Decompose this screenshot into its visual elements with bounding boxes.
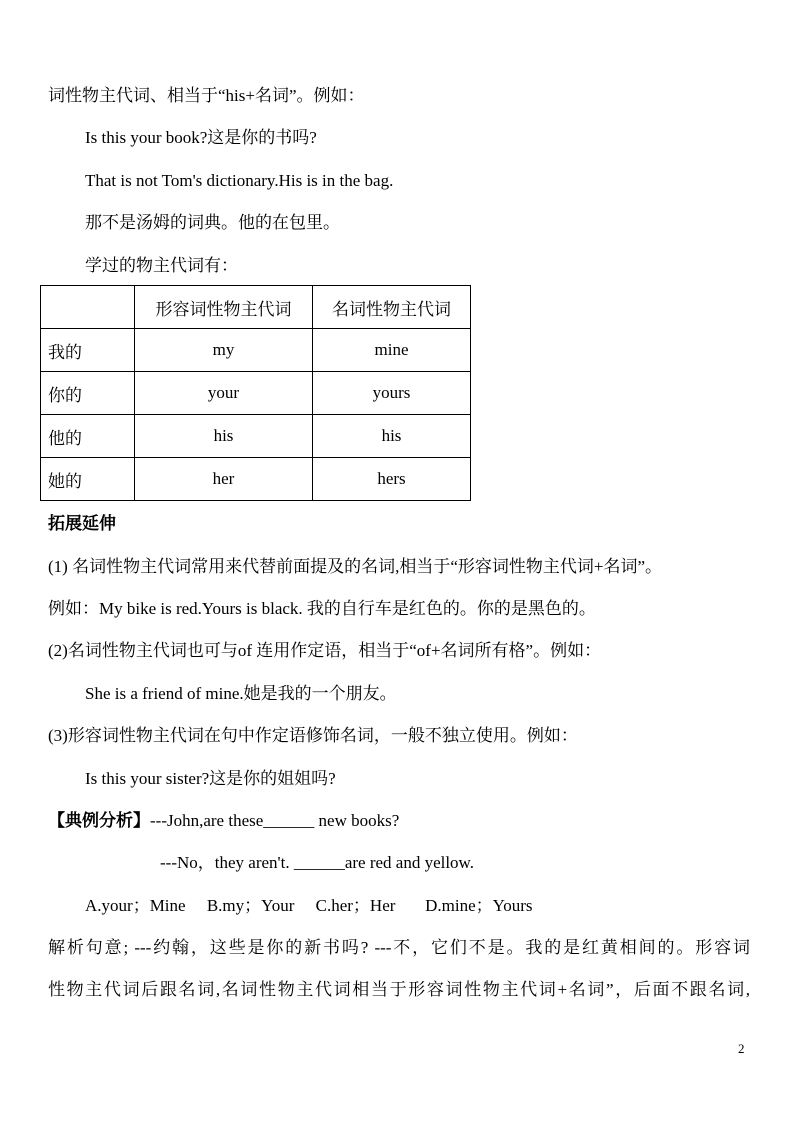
point-2-example: She is a friend of mine.她是我的一个朋友。 (85, 684, 397, 703)
table-cell: his (135, 415, 313, 458)
table-row (41, 458, 471, 501)
example-sentence-zh: 那不是汤姆的词典。他的在包里。 (85, 213, 340, 232)
analysis-line-1: 解析句意; ---约翰，这些是你的新书吗? ---不，它们不是。我的是红黄相间的。形容词 (48, 938, 750, 957)
table-intro: 学过的物主代词有： (85, 256, 238, 275)
analysis-line-2: 性物主代词后跟名词,名词性物主代词相当于形容词性物主代词+名词”，后面不跟名词, (48, 980, 750, 999)
point-2: (2)名词性物主代词也可与of 连用作定语，相当于“of+名词所有格”。例如： (48, 641, 602, 660)
table-cell: 你的 (41, 372, 135, 415)
point-1: (1) 名词性物主代词常用来代替前面提及的名词,相当于“形容词性物主代词+名词”。 (48, 557, 662, 576)
example-question-2: ---No，they aren't. ______are red and yellow. (160, 853, 474, 872)
example-sentence-en: Is this your book?这是你的书吗? (85, 128, 317, 147)
table-cell: 她的 (41, 458, 135, 501)
possessive-pronoun-table (40, 285, 471, 501)
table-cell: my (135, 329, 313, 372)
table-header-row (41, 286, 471, 329)
table-cell: his (313, 415, 471, 458)
page-number: 2 (738, 1041, 745, 1056)
table-header-cell: 名词性物主代词 (313, 286, 471, 329)
table-cell: yours (313, 372, 471, 415)
table-cell: 他的 (41, 415, 135, 458)
table-row (41, 372, 471, 415)
point-1-example: 例如：My bike is red.Yours is black. 我的自行车是红色的。你的是黑色的。 (48, 599, 596, 618)
section-heading: 拓展延伸 (48, 514, 116, 533)
table-cell: your (135, 372, 313, 415)
table-header-cell (41, 286, 135, 329)
example-sentence-en-2: That is not Tom's dictionary.His is in the bag. (85, 171, 394, 190)
table-header-cell: 形容词性物主代词 (135, 286, 313, 329)
example-options: A.your；Mine B.my；Your C.her；Her D.mine；Yours (85, 896, 533, 915)
example-question-text: ---John,are these______ new books? (150, 811, 400, 830)
example-question-1 (48, 810, 399, 832)
table-cell: mine (313, 329, 471, 372)
point-3-example: Is this your sister?这是你的姐姐吗? (85, 769, 336, 788)
example-label: 【典例分析】 (48, 811, 150, 830)
table-cell: her (135, 458, 313, 501)
point-3: (3)形容词性物主代词在句中作定语修饰名词，一般不独立使用。例如： (48, 726, 578, 745)
intro-line-1: 词性物主代词、相当于“his+名词”。例如： (48, 86, 365, 105)
table-cell: hers (313, 458, 471, 501)
table-row (41, 329, 471, 372)
table-row (41, 415, 471, 458)
table-cell: 我的 (41, 329, 135, 372)
